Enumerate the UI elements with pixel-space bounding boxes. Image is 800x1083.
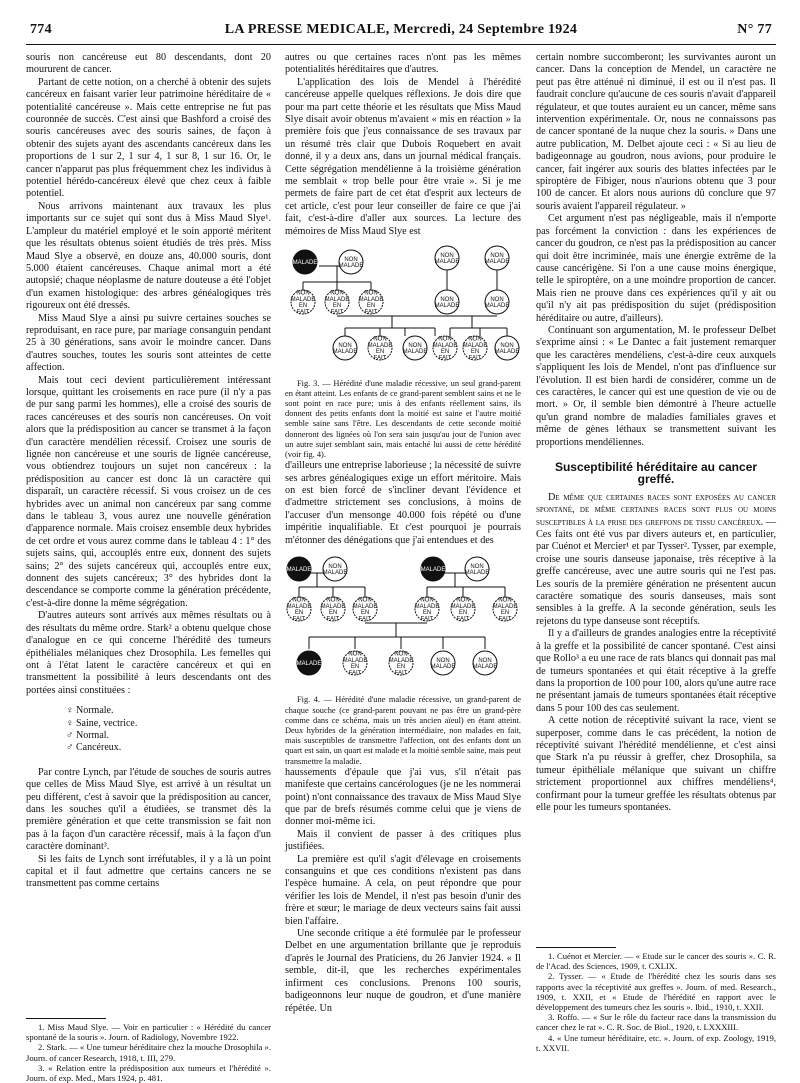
footnote: 3. Roffo. — « Sur le rôle du facteur race dans la transmission du cancer chez le rat ». C. R. Soc. de Biol., 1920, t. LXXXIII. — [536, 1012, 776, 1033]
carrier-node — [389, 651, 414, 676]
healthy-node — [485, 246, 510, 270]
footnote-rule — [26, 1018, 106, 1019]
node-label: EN — [396, 664, 406, 671]
footnote: 1. Cuénot et Mercier. — « Etude sur le cancer des souris ». C. R. de l'Acad. des Sciences, 1909, t. CXLIX. — [536, 951, 776, 972]
node-label: EN — [294, 610, 304, 617]
node-label: EN — [440, 349, 450, 356]
legend-item: ♂ Cancéreux. — [66, 742, 122, 754]
node-label: MALADE — [332, 349, 358, 356]
paragraph: Miss Maud Slye a ainsi pu suivre certaines souches se reproduisant, en race pure, par mariage consanguin pendant 25 à 30 générations, sans avoir le moindre cancer. Dans d'autres souches, toutes les souris sont atteintes de cette affection. — [26, 312, 271, 374]
footnotes — [536, 947, 776, 1053]
legend-item: ♀ Normale. — [66, 705, 114, 717]
healthy-node — [339, 250, 364, 274]
node-label: MALADE — [352, 603, 378, 610]
node-label: MALADE — [484, 303, 510, 310]
issue-number: N° 77 — [737, 22, 772, 37]
paragraph: Une seconde critique a été formulée par le professeur Delbet en une argumentation brillante que je reproduis d'après le Journal des Praticiens, du 26 Janvier 1924. « Il semble, dit-il, que les recherches expérimentales infirment ces conclusions. Prenons 100 souris, badigeonnons leur nuque de goudron, et d'une manière répétée. Un — [285, 928, 521, 1014]
node-label: NON — [348, 651, 362, 658]
healthy-node — [435, 246, 460, 270]
paragraph: Mais tout ceci devient particulièrement intéressant lorsque, quittant les croisements en race pure (il n'y a pas de pur sang parmi les hommes), elle a croisé des souris de races cancéreuses et des souris non cancéreuses. On voit alors que la prédisposition au cancer se transmet à la façon d'un caractère mendélien récessif. Croisez une souris de lignée non cancéreuse et une souris de lignée cancéreuse, vous obtiendrez toujours un sujet non cancéreux : la prédisposition au cancer est donc là un caractère qui disparaît, un caractère récessif. Si vous croisez un de ces hybrides avec un animal non cancéreux par sang comme dans le tableau 3, vous aurez une nouvelle génération d'apparence normale. Mais croisez ensemble deux hybrides de cet ordre et vous aurez comme dans le tableau 4 : 1° des sujets sains, qui, accouplés entre eux, donnent des sujets sains; 2° des sujets cancéreux qui, accouplés entre eux, donnent des sujets cancéreux; 3° des hybrides dont la descendance se comporte comme la génération précédente, c'est-à-dire donne la même ségrégation. — [26, 374, 271, 609]
column-right — [536, 52, 776, 1072]
paragraph: D'autres auteurs sont arrivés aux mêmes résultats ou à des résultats du même ordre. Stark² a obtenu quelque chose d'analogue en ce qui concerne l'hérédité des tumeurs épithéliales mélaniques chez Drosophila. Les femelles qui ont à l'état latent le caractère cancéreux et qui en transmettent la possibilité à leurs descendants ont des portées ainsi constituées : — [26, 610, 271, 696]
node-label: MALADE — [367, 342, 393, 349]
node-label: MALADE — [358, 296, 384, 303]
node-label: MALADE — [322, 570, 348, 577]
node-label: MALADE — [292, 260, 318, 267]
node-label: FAIT — [420, 616, 434, 623]
node-label: NON — [408, 342, 422, 349]
paragraph: souris non cancéreuse eut 80 descendants, dont 20 moururent de cancer. — [26, 52, 271, 76]
healthy-node — [473, 651, 498, 675]
footnotes — [26, 1018, 271, 1083]
legend-item: ♀ Saine, vectrice. — [66, 717, 138, 729]
node-label: EN — [366, 303, 376, 310]
carrier-node — [368, 336, 393, 361]
node-label: FAIT — [330, 309, 344, 316]
node-label: NON — [328, 563, 342, 570]
paragraph: Continuant son argumentation, M. le professeur Delbet s'exprime ainsi : « Le Dantec a fait justement remarquer que les caractères mendéliens, c'est-à-dire ceux auxquels s'appliquent les lois de Mendel, n'ont pas d'influence sur l'évolution. Il est bien hardi de considérer, comme un de ces caractères, le cancer qui est une question de vie ou de mort. » Or, il semble bien démontré à l'heure actuelle qu'un grand nombre de maladies familiales graves et même de gènes léthaux se transmettent suivant les proportions mendéliennes. — [536, 324, 776, 448]
node-label: MALADE — [320, 603, 346, 610]
carrier-node — [359, 290, 384, 315]
paragraph — [536, 492, 776, 628]
node-label: MALADE — [388, 657, 414, 664]
carrier-node — [325, 290, 350, 315]
footnote: 2. Tysser. — « Etude de l'hérédité chez les souris dans ses rapports avec la réceptivité aux greffes ». Journ. of med. Research., 1909, t. XXII, et « Etude de l'hérédité en rapport avec le développement des tumeurs chez les souris ». Ibid., 1910, t. XXII. — [536, 971, 776, 1013]
node-label: NON — [490, 252, 504, 259]
node-label: EN — [470, 349, 480, 356]
node-label: FAIT — [364, 309, 378, 316]
paragraph: La première est qu'il s'agit d'élevage en croisements consanguins et que ces conditions n'existent pas dans l'espèce humaine. A cela, on peut répondre que pour vérifier les lois de Mendel, il n'est pas besoin d'unir des frère et sœur; le mariage de deux vecteurs sains fait aussi bien l'affaire. — [285, 853, 521, 927]
node-label: EN — [375, 349, 385, 356]
node-label: FAIT — [498, 616, 512, 623]
carrier-node — [451, 597, 476, 622]
carrier-node — [493, 597, 518, 622]
node-label: MALADE — [492, 603, 518, 610]
figure-4 — [285, 553, 521, 691]
column-middle — [285, 52, 521, 1015]
node-label: NON — [490, 296, 504, 303]
node-label: FAIT — [292, 616, 306, 623]
node-label: NON — [364, 290, 378, 297]
node-label: MALADE — [338, 263, 364, 270]
healthy-node — [333, 336, 358, 360]
node-label: NON — [296, 290, 310, 297]
node-label: NON — [373, 336, 387, 343]
node-label: MALADE — [402, 349, 428, 356]
carrier-node — [343, 651, 368, 676]
node-label: MALADE — [286, 566, 312, 573]
paragraph: Nous arrivons maintenant aux travaux les plus importants sur ce sujet qui sont dus à Miss Maud Slye¹. L'ampleur du matériel employé et le soin apporté méritent que les résultats obtenus soient étudiés de très près. Miss Maud Slye a observé, en douze ans, 40.000 souris, dont 5.000 étaient cancéreuses. Chaque animal mort a été autopsié; chaque néoplasme de nature douteuse a été l'objet d'un examen histologique: des arbres généalogiques très rigoureux ont été dressés. — [26, 200, 271, 312]
paragraph: Par contre Lynch, par l'étude de souches de souris autres que celles de Miss Maud Slye, est arrivé à un résultat un peu différent, c'est à savoir que la prédisposition au cancer, dans les souches qu'il a étudiées, se transmet dès la première génération et que cette transmission se fait non pas à la façon d'un caractère récessif, mais à la façon d'un caractère dominant³. — [26, 766, 271, 853]
node-label: NON — [438, 336, 452, 343]
node-label: EN — [332, 303, 342, 310]
node-label: EN — [328, 610, 338, 617]
footnote-rule — [536, 947, 616, 948]
figure-4-caption: Fig. 4. — Hérédité d'une maladie récessive, un grand-parent de chaque souche (ce grand-parent pouvant ne pas être un grand-père comme dans ce schéma, mais un très ancien aïeul) en étant atteint. Deux hybrides de la génération intermédiaire, non malades en fait, mais susceptibles de transmettre l'affection, ont des enfants dont un quart est sain, un quart est malade et la moitié semble saine, mais peut transmettre la maladie. — [285, 695, 521, 766]
node-label: NON — [440, 296, 454, 303]
node-label: FAIT — [326, 616, 340, 623]
healthy-node — [431, 651, 456, 675]
node-label: MALADE — [420, 566, 446, 573]
paragraph: certain nombre succomberont; les survivantes auront un cancer. Dans la conception de Mendel, un caractère ne peut pas être atténué ni diminué, il est ou il n'est pas. Il faudrait conclure qu'aucune de ces souris n'avait d'appareil régulateur, et que toutes auraient eu un cancer, même sans intervention expérimentale. Or, nous ne connaissons pas de cancer spontané de la nuque chez la souris. » Dans une autre publication, M. Delbet ajoute ceci : « Si au lieu de badigeonnage au goudron, nous avions, pour produire le cancer, fait ingérer aux souris des blattes infectées par le spiroptère de Fibiger, nous n'aurions obtenu que 3 pour 100 de cancer. Et alors nous aurions dû conclure que 97 souris avaient l'appareil régulateur. » — [536, 52, 776, 212]
node-label: FAIT — [296, 309, 310, 316]
node-label: NON — [344, 256, 358, 263]
healthy-node — [465, 557, 490, 581]
node-label: EN — [350, 664, 360, 671]
footnote: 3. « Relation entre la prédisposition aux tumeurs et l'hérédité ». Journ. of exp. Med., Mars 1924, p. 481. — [26, 1062, 271, 1083]
node-label: MALADE — [414, 603, 440, 610]
figure-3-caption: Fig. 3. — Hérédité d'une maladie récessive, un seul grand-parent en étant atteint. Les enfants de ce grand-parent semblent sains et ne le sont point en race pure; unis à des enfants réellement sains, ils donnent des petits enfants dont la moitié est saine et l'autre moitié semble saine sans l'être. Les descendants de cette seconde moitié donneront des lignées où l'on sera sain jusqu'au jour de l'union avec un autre sujet semblant sain, mais entaché lui aussi de cette hérédité (voir fig. 4). — [285, 378, 521, 459]
node-label: FAIT — [468, 355, 482, 362]
carrier-node — [321, 597, 346, 622]
node-label: EN — [298, 303, 308, 310]
healthy-node — [323, 557, 348, 581]
node-label: EN — [458, 610, 468, 617]
node-label: FAIT — [348, 670, 362, 677]
paragraph: autres ou que certaines races n'ont pas les mêmes potentialités héréditaires que d'autres. — [285, 52, 521, 76]
lead-in: De même que certaines races sont exposées au cancer spontané, de même certaines races sont plus ou moins susceptibles à la prise des greffons de tissu cancéreux. — [536, 491, 776, 528]
footnote: 2. Stark. — « Une tumeur héréditaire chez la mouche Drosophila ». Journ. of cancer Research, 1918, t. III, 279. — [26, 1042, 271, 1063]
section-heading: Susceptibilité héréditaire au cancer greffé. — [554, 460, 758, 487]
node-label: NON — [498, 597, 512, 604]
node-label: MALADE — [484, 259, 510, 266]
paragraph: Cet argument n'est pas négligeable, mais il n'emporte pas forcément la conviction : dans les expériences de cancer du goudron, ce n'est pas la prédisposition au cancer qui doit être incriminée, mais une énergie extrême de la cause cancérigène. Si l'on a une cause moins énergique, telle le spiroptère, on a une moindre proportion de cancer. Mais rien ne prouve dans ces expériences qu'il y ait ou qu'il n'y ait pas prédisposition du sujet (prédisposition héréditaire ou autre, d'ailleurs). — [536, 213, 776, 324]
node-label: MALADE — [450, 603, 476, 610]
node-label: MALADE — [434, 303, 460, 310]
node-label: MALADE — [324, 296, 350, 303]
node-label: MALADE — [472, 664, 498, 671]
node-label: MALADE — [494, 349, 520, 356]
drosophila-legend — [66, 705, 271, 755]
paragraph: L'application des lois de Mendel à l'hérédité cancéreuse appelle quelques réflexions. Je dois dire que pour ma part cette théorie et les résultats que Miss Maud Slye disait avoir obtenus m'avaient « mis en réaction » la première fois que j'eus connaissance de ses travaux par un résumé très clair que Dubois Roquebert en avait donné, il y a deux ans, dans un journal médical français. Cette ségrégation mendélienne à la troisième génération me semblait « trop belle pour être vraie ». Si je me permets de faire part de cet état d'esprit aux lecteurs de cet article, c'est pour leur conseiller de faire ce que j'ai fait, c'est-à-dire d'aller aux sources. La lecture des mémoires de Miss Maud Slye est — [285, 76, 521, 237]
node-label: NON — [394, 651, 408, 658]
figure-3 — [285, 244, 521, 374]
node-label: FAIT — [373, 355, 387, 362]
node-label: NON — [420, 597, 434, 604]
node-label: NON — [440, 252, 454, 259]
node-label: MALADE — [464, 570, 490, 577]
healthy-node — [403, 336, 428, 360]
node-label: FAIT — [456, 616, 470, 623]
node-label: MALADE — [296, 660, 322, 667]
paragraph: Il y a d'ailleurs de grandes analogies entre la réceptivité à la greffe et la possibilité de cancer spontané. C'est ainsi que Rollo³ a eu une race de rats blancs qui donnait pas mal de tumeurs spontanées et qui était réceptive à la greffe dans la proportion de 100 pour 100, alors qu'une autre race ne présentant jamais de tumeurs spontanées était réceptive dans 5 pour 100 des cas seulement. — [536, 628, 776, 714]
paragraph: Partant de cette notion, on a cherché à obtenir des sujets cancéreux en faisant varier leur patrimoine héréditaire de « potentialité cancéreuse ». Mais cette entreprise ne fut pas couronnée de succès. C'est ainsi que Bashford a croisé des souris cancéreuses avec des souris saines, de façon à obtenir des sujets ayant des ascendants cancéreux dans les proportions de 1 sur 2, 1 sur 4, 1 sur 8, 1 sur 16. Or, le cancer n'apparut pas plus fréquemment chez les individus à potentiel hérédo-cancéreux élevé que chez ceux à faible potentiel. — [26, 76, 271, 200]
healthy-node — [495, 336, 520, 360]
node-label: NON — [330, 290, 344, 297]
carrier-node — [291, 290, 316, 315]
column-left — [26, 52, 271, 1083]
carrier-node — [415, 597, 440, 622]
node-label: MALADE — [430, 664, 456, 671]
footnote: 1. Miss Maud Slye. — Voir en particulier : « Hérédité du cancer spontané de la souris ». Journ. of Radiology, Novembre 1922. — [26, 1022, 271, 1043]
sick-node — [293, 250, 318, 274]
legend-item: ♂ Normal. — [66, 729, 110, 741]
node-label: NON — [500, 342, 514, 349]
pedigree-diagram-fig4 — [285, 553, 521, 687]
node-label: MALADE — [290, 296, 316, 303]
node-label: FAIT — [394, 670, 408, 677]
pedigree-diagram-fig3 — [285, 244, 521, 370]
journal-title: LA PRESSE MEDICALE, Mercredi, 24 Septembre 1924 — [224, 22, 578, 37]
paragraph: A cette notion de réceptivité suivant la race, vient se superposer, comme dans le cas précédent, la notion de réceptivité suivant l'hérédité mendélienne, et c'est ainsi que Stark n'a pu réussir à greffer, chez Drosophila, sa tumeur épithéliale mélanique que suivant un chiffre strictement proportionnel aux chiffres mendéliens⁴, confirmant pour la tumeur greffée les résultats obtenus par elle pour les tumeurs spontanées. — [536, 715, 776, 813]
paragraph: haussements d'épaule que j'ai vus, s'il n'était pas manifeste que certains cancérologues (je ne les nommerai point) n'ont connaissance des travaux de Miss Maud Slye que par de brefs résumés comme celui que je viens de donner moi-même ici. — [285, 766, 521, 828]
paragraph-body: — Ces faits ont été vus par divers auteurs et, en particulier, par Cuénot et Mercier¹ et par Tysser². Tysser, par exemple, croise une souris danseuse japonaise, très réceptive à la greffe cancéreuse, avec une autre souris qui ne l'est pas. Les souris de la première génération ne présentent aucun caractère somatique des souris danseuses, mais sont sensibles à la greffe. A la seconde génération, seuls les rejetons du type danseuse sont réceptifs. — [536, 516, 777, 627]
node-label: FAIT — [438, 355, 452, 362]
running-header — [26, 22, 776, 45]
healthy-node — [485, 290, 510, 314]
paragraph: Si les faits de Lynch sont irréfutables, il y a là un point capital et il faut admettre que certains cancers ne se transmettent pas comme certains — [26, 853, 271, 890]
node-label: MALADE — [462, 342, 488, 349]
healthy-node — [435, 290, 460, 314]
paragraph: Mais il convient de passer à des critiques plus justifiées. — [285, 828, 521, 853]
node-label: NON — [338, 342, 352, 349]
node-label: MALADE — [434, 259, 460, 266]
node-label: MALADE — [432, 342, 458, 349]
node-label: NON — [436, 657, 450, 664]
footnote: 4. « Une tumeur héréditaire, etc. ». Journ. of exp. Zoology, 1919, t. XXVII. — [536, 1032, 776, 1053]
node-label: MALADE — [286, 603, 312, 610]
carrier-node — [463, 336, 488, 361]
node-label: MALADE — [342, 657, 368, 664]
node-label: NON — [470, 563, 484, 570]
node-label: NON — [478, 657, 492, 664]
sick-node — [297, 651, 322, 675]
node-label: EN — [500, 610, 510, 617]
sick-node — [421, 557, 446, 581]
node-label: EN — [360, 610, 370, 617]
node-label: NON — [358, 597, 372, 604]
node-label: EN — [422, 610, 432, 617]
sick-node — [287, 557, 312, 581]
carrier-node — [287, 597, 312, 622]
carrier-node — [433, 336, 458, 361]
page-number: 774 — [30, 22, 52, 37]
paragraph: d'ailleurs une entreprise laborieuse ; la nécessité de suivre ses arbres généalogiques exige un effort méritoire. Mais on est bien forcé de s'incliner devant l'évidence et d'admettre strictement ses conclusions, à moins de l'accuser d'un mensonge 40.000 fois répété ou d'une impéritie inqualifiable. Et c'est pourquoi je pourrais m'étonner des dénégations que j'ai entendues et des — [285, 460, 521, 546]
node-label: NON — [292, 597, 306, 604]
node-label: NON — [456, 597, 470, 604]
node-label: FAIT — [358, 616, 372, 623]
carrier-node — [353, 597, 378, 622]
node-label: NON — [468, 336, 482, 343]
node-label: NON — [326, 597, 340, 604]
